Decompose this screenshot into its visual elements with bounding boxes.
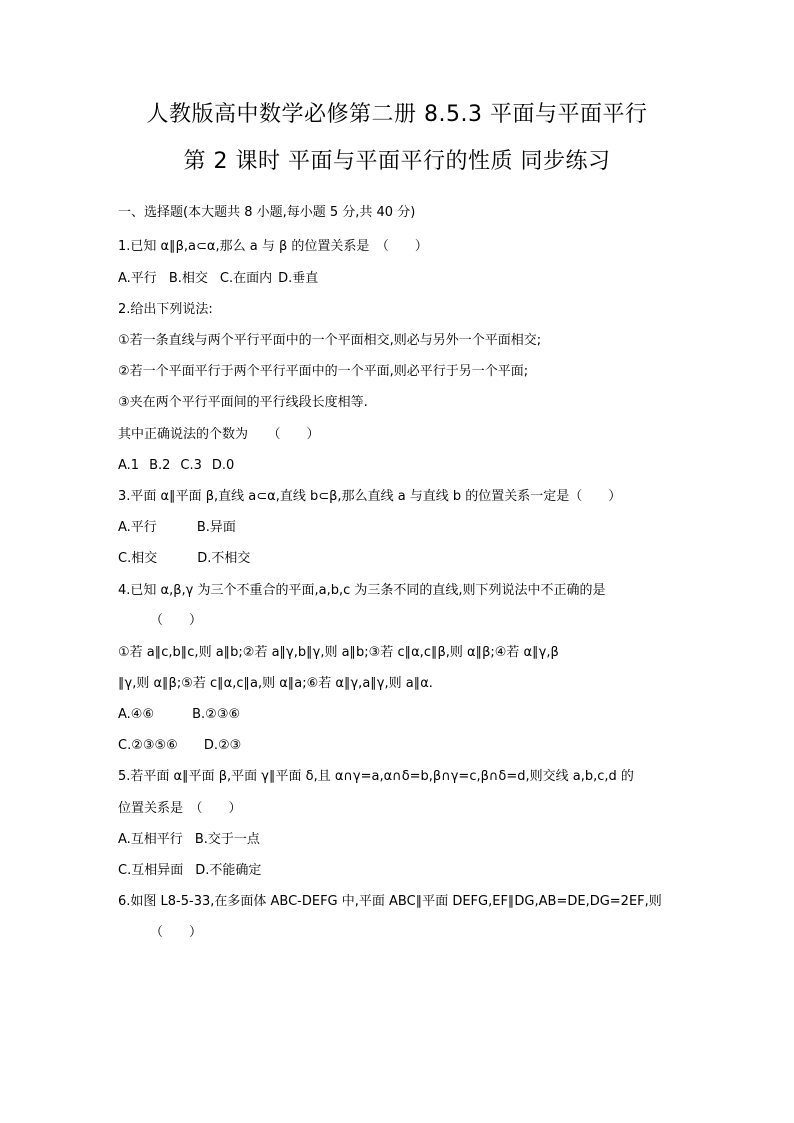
question-3-options-row-2 bbox=[118, 550, 250, 568]
option-c: C.②③⑤⑥ bbox=[118, 738, 178, 753]
question-2-stem: 2.给出下列说法: bbox=[118, 302, 213, 317]
question-6-stem: 6.如图 L8-5-33,在多面体 ABC-DEFG 中,平面 ABC∥平面 DEFG,EF∥DG,AB=DE,DG=2EF,则 bbox=[118, 894, 662, 909]
question-2-question: 其中正确说法的个数为 （ ） bbox=[118, 427, 320, 442]
document-title: 人教版高中数学必修第二册 8.5.3 平面与平面平行 bbox=[146, 102, 648, 127]
question-4-stem-continued: （ ） bbox=[150, 613, 203, 628]
option-a: A.平行 bbox=[118, 520, 157, 535]
option-a: A.平行 bbox=[118, 271, 157, 286]
option-b: B.相交 bbox=[168, 271, 208, 286]
question-2-statement-1: ①若一条直线与两个平行平面中的一个平面相交,则必与另外一个平面相交; bbox=[118, 333, 542, 348]
option-c: C.相交 bbox=[118, 551, 158, 566]
question-3-options-row-1 bbox=[118, 519, 236, 537]
question-5-stem-continued: 位置关系是 （ ） bbox=[118, 801, 242, 816]
question-2-statement-2: ②若一个平面平行于两个平行平面中的一个平面,则必平行于另一个平面; bbox=[118, 364, 529, 379]
section-heading: 一、选择题(本大题共 8 小题,每小题 5 分,共 40 分) bbox=[118, 205, 416, 220]
document-subtitle: 第 2 课时 平面与平面平行的性质 同步练习 bbox=[183, 149, 611, 174]
option-b: B.异面 bbox=[196, 520, 236, 535]
question-1-options bbox=[118, 270, 318, 288]
question-4-statements-line-2: ∥γ,则 α∥β;⑤若 c∥α,c∥a,则 α∥a;⑥若 α∥γ,a∥γ,则 a∥α. bbox=[118, 676, 433, 691]
question-4-options-row-2 bbox=[118, 737, 241, 755]
question-2-statement-3: ③夹在两个平行平面间的平行线段长度相等. bbox=[118, 395, 368, 410]
question-5-options-row-2 bbox=[118, 862, 261, 880]
question-4-options-row-1 bbox=[118, 706, 240, 724]
question-4-stem: 4.已知 α,β,γ 为三个不重合的平面,a,b,c 为三条不同的直线,则下列说法中不正确的是 bbox=[118, 583, 606, 598]
option-b: B.2 bbox=[149, 458, 171, 473]
option-d: D.②③ bbox=[203, 738, 242, 753]
question-5-stem: 5.若平面 α∥平面 β,平面 γ∥平面 δ,且 α∩γ=a,α∩δ=b,β∩γ=c,β∩δ=d,则交线 a,b,c,d 的 bbox=[118, 769, 634, 784]
option-d: D.垂直 bbox=[278, 271, 319, 286]
option-c: C.3 bbox=[180, 458, 202, 473]
question-1-stem: 1.已知 α∥β,a⊂α,那么 a 与 β 的位置关系是 （ ） bbox=[118, 239, 428, 254]
option-a: A.④⑥ bbox=[118, 707, 155, 722]
question-4-statements-line-1: ①若 a∥c,b∥c,则 a∥b;②若 a∥γ,b∥γ,则 a∥b;③若 c∥α,c∥β,则 α∥β;④若 α∥γ,β bbox=[118, 645, 559, 660]
option-c: C.在面内 bbox=[219, 271, 273, 286]
option-a: A.互相平行 bbox=[118, 832, 183, 847]
question-3-stem: 3.平面 α∥平面 β,直线 a⊂α,直线 b⊂β,那么直线 a 与直线 b 的位置关系一定是（ ） bbox=[118, 489, 622, 504]
option-a: A.1 bbox=[118, 458, 140, 473]
option-b: B.交于一点 bbox=[194, 832, 260, 847]
question-2-options bbox=[118, 457, 234, 475]
option-c: C.互相异面 bbox=[118, 863, 184, 878]
option-b: B.②③⑥ bbox=[192, 707, 241, 722]
question-6-stem-continued: （ ） bbox=[150, 925, 203, 940]
question-5-options-row-1 bbox=[118, 831, 260, 849]
option-d: D.不能确定 bbox=[195, 863, 262, 878]
option-d: D.0 bbox=[211, 458, 235, 473]
option-d: D.不相交 bbox=[197, 551, 251, 566]
